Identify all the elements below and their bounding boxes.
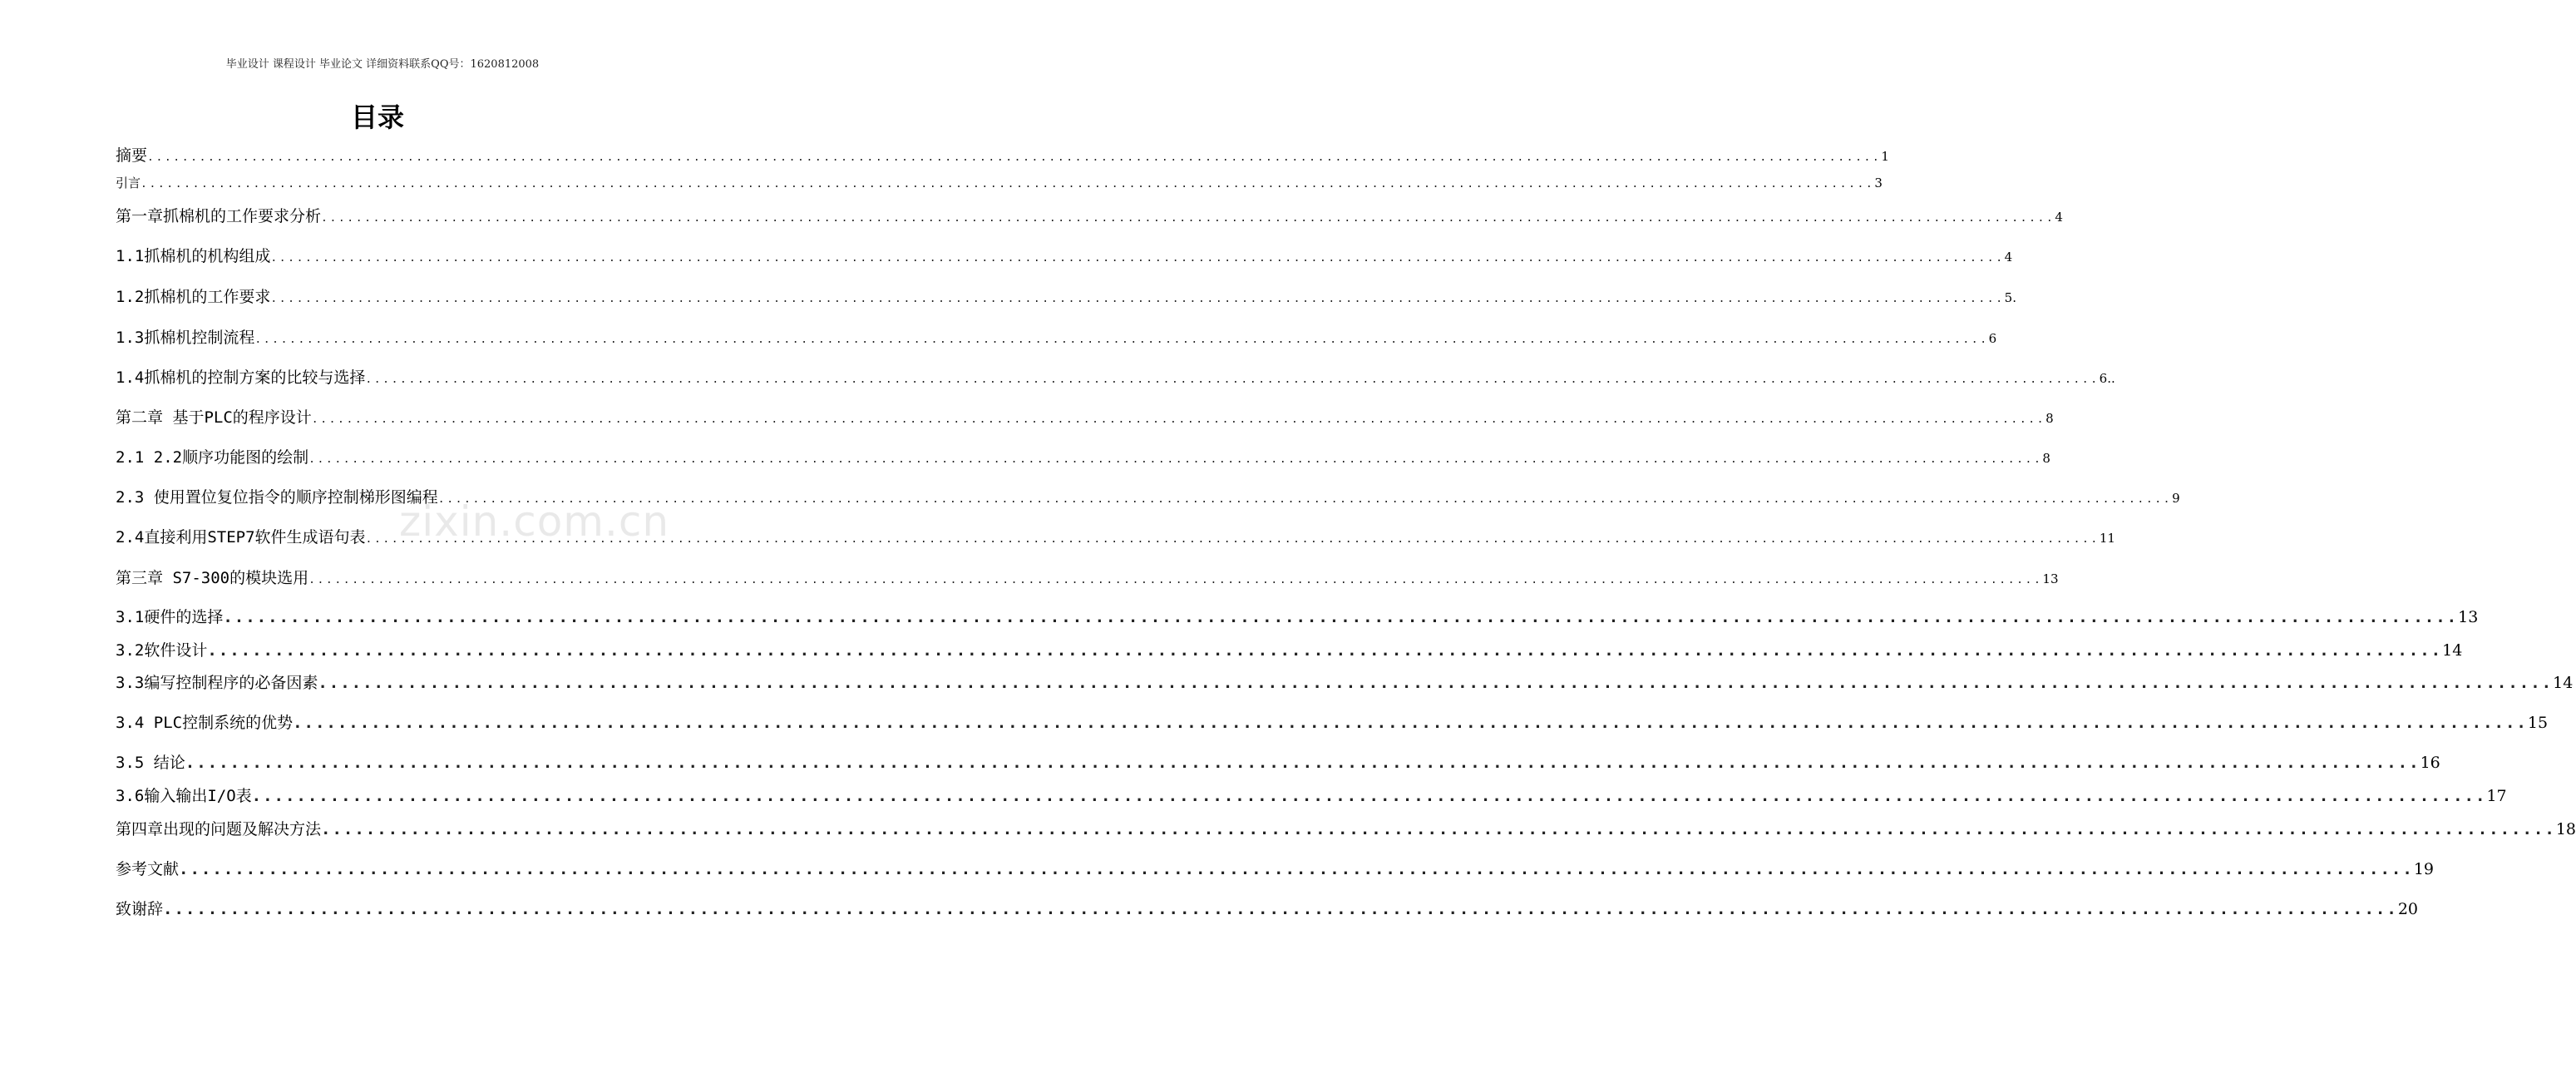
toc-dot-leader: ........................................................................................................................................................................................................ <box>185 754 2421 772</box>
toc-page-number: 5. <box>2004 290 2016 305</box>
toc-entry[interactable] <box>116 750 2440 773</box>
toc-entry[interactable] <box>116 817 2576 839</box>
toc-page-number: 8 <box>2046 411 2054 426</box>
toc-entry[interactable] <box>116 174 1883 191</box>
toc-dot-leader: ........................................................................................................................................................................................................ <box>147 151 1882 164</box>
toc-entry[interactable] <box>116 897 2418 919</box>
toc-entry[interactable] <box>116 605 2479 627</box>
toc-dot-leader: ........................................................................................................................................................................................................ <box>293 714 2528 732</box>
toc-page-number: 17 <box>2486 787 2507 805</box>
toc-page-number: 14 <box>2442 641 2463 660</box>
toc-entry[interactable] <box>116 710 2549 733</box>
page-title: 目录 <box>350 101 404 133</box>
toc-entry-title: 3.3编写控制程序的必备因素 <box>116 674 318 692</box>
toc-dot-leader: ........................................................................................................................................................................................................ <box>207 641 2443 660</box>
toc-page-number: 14 <box>2553 674 2574 692</box>
toc-entry[interactable] <box>116 638 2463 660</box>
toc-page-number: 20 <box>2397 900 2418 918</box>
toc-dot-leader: ........................................................................................................................................................................................................ <box>254 334 1989 346</box>
toc-entry[interactable] <box>116 857 2434 879</box>
toc-dot-leader: ........................................................................................................................................................................................................ <box>365 373 2100 386</box>
toc-page-number: 19 <box>2413 860 2434 878</box>
toc-page-number: 18 <box>2555 820 2576 838</box>
toc-entry-title: 参考文献 <box>116 860 180 878</box>
toc-entry[interactable] <box>116 525 2115 547</box>
toc-dot-leader: ........................................................................................................................................................................................................ <box>223 608 2459 626</box>
toc-dot-leader: ........................................................................................................................................................................................................ <box>308 574 2043 586</box>
toc-page-number: 1 <box>1881 149 1889 164</box>
toc-dot-leader: ........................................................................................................................................................................................................ <box>321 212 2055 225</box>
toc-entry[interactable] <box>116 566 2059 588</box>
toc-page-number: 15 <box>2527 714 2549 732</box>
toc-page-number: 9 <box>2172 491 2180 506</box>
toc-entry[interactable] <box>116 445 2050 467</box>
toc-entry-title: 1.2抓棉机的工作要求 <box>116 288 271 306</box>
toc-page-number: 16 <box>2420 754 2440 772</box>
toc-entry-title: 3.5 结论 <box>116 754 185 772</box>
toc-entry-title: 引言 <box>116 176 141 190</box>
toc-dot-leader: ........................................................................................................................................................................................................ <box>311 413 2046 426</box>
toc-entry-title: 1.3抓棉机控制流程 <box>116 329 255 347</box>
toc-entry-title: 3.4 PLC控制系统的优势 <box>116 714 294 732</box>
toc-entry-title: 1.1抓棉机的机构组成 <box>116 247 271 265</box>
toc-dot-leader: ........................................................................................................................................................................................................ <box>141 178 1875 190</box>
toc-entry-title: 第二章 基于PLC的程序设计 <box>116 408 312 427</box>
toc-dot-leader: ........................................................................................................................................................................................................ <box>270 293 2005 305</box>
toc-entry-title: 2.4直接利用STEP7软件生成语句表 <box>116 528 366 546</box>
toc-page-number: 3 <box>1874 176 1883 190</box>
toc-entry-title: 2.3 使用置位复位指令的顺序控制梯形图编程 <box>116 488 438 507</box>
toc-page-number: 13 <box>2458 608 2479 626</box>
toc-entry[interactable] <box>116 325 1997 348</box>
toc-dot-leader: ........................................................................................................................................................................................................ <box>321 820 2556 838</box>
toc-dot-leader: ........................................................................................................................................................................................................ <box>251 787 2487 805</box>
toc-entry-title: 致谢辞 <box>116 900 164 918</box>
toc-page-number: 6.. <box>2099 371 2115 386</box>
toc-entry-title: 3.1硬件的选择 <box>116 608 224 626</box>
toc-entry-title: 摘要 <box>116 146 148 165</box>
toc-entry[interactable] <box>116 784 2507 806</box>
toc-entry[interactable] <box>116 204 2063 226</box>
toc-page-number: 8 <box>2042 451 2050 466</box>
toc-entry[interactable] <box>116 284 2016 307</box>
toc-page-number: 13 <box>2042 571 2059 586</box>
toc-entry[interactable] <box>116 244 2013 266</box>
toc-entry[interactable] <box>116 365 2115 388</box>
toc-entry[interactable] <box>116 143 1889 166</box>
watermark: zixin.com.cn <box>399 497 670 546</box>
toc-entry-title: 1.4抓棉机的控制方案的比较与选择 <box>116 368 366 387</box>
toc-page-number: 4 <box>2004 250 2013 265</box>
toc-entry-title: 2.1 2.2顺序功能图的绘制 <box>116 448 309 467</box>
toc-dot-leader: ........................................................................................................................................................................................................ <box>437 493 2173 506</box>
toc-dot-leader: ........................................................................................................................................................................................................ <box>163 900 2398 918</box>
toc-page-number: 6 <box>1988 331 1997 346</box>
toc-dot-leader: ........................................................................................................................................................................................................ <box>308 453 2043 466</box>
toc-dot-leader: ........................................................................................................................................................................................................ <box>270 252 2005 265</box>
toc-entry-title: 第一章抓棉机的工作要求分析 <box>116 207 322 225</box>
toc-entry-title: 第四章出现的问题及解决方法 <box>116 820 322 838</box>
toc-entry-title: 第三章 S7-300的模块选用 <box>116 569 309 587</box>
toc-dot-leader: ........................................................................................................................................................................................................ <box>365 533 2100 546</box>
toc-entry-title: 3.2软件设计 <box>116 641 208 660</box>
toc-entry[interactable] <box>116 485 2180 507</box>
toc-entry-title: 3.6输入输出I/O表 <box>116 787 252 805</box>
toc-dot-leader: ........................................................................................................................................................................................................ <box>318 674 2554 692</box>
toc-page-number: 4 <box>2055 210 2063 225</box>
toc-dot-leader: ........................................................................................................................................................................................................ <box>179 860 2414 878</box>
page-header: 毕业设计 课程设计 毕业论文 详细资料联系QQ号：1620812008 <box>225 58 540 71</box>
toc-entry[interactable] <box>116 405 2054 428</box>
toc-entry[interactable] <box>116 670 2574 693</box>
toc-page-number: 11 <box>2099 531 2115 546</box>
